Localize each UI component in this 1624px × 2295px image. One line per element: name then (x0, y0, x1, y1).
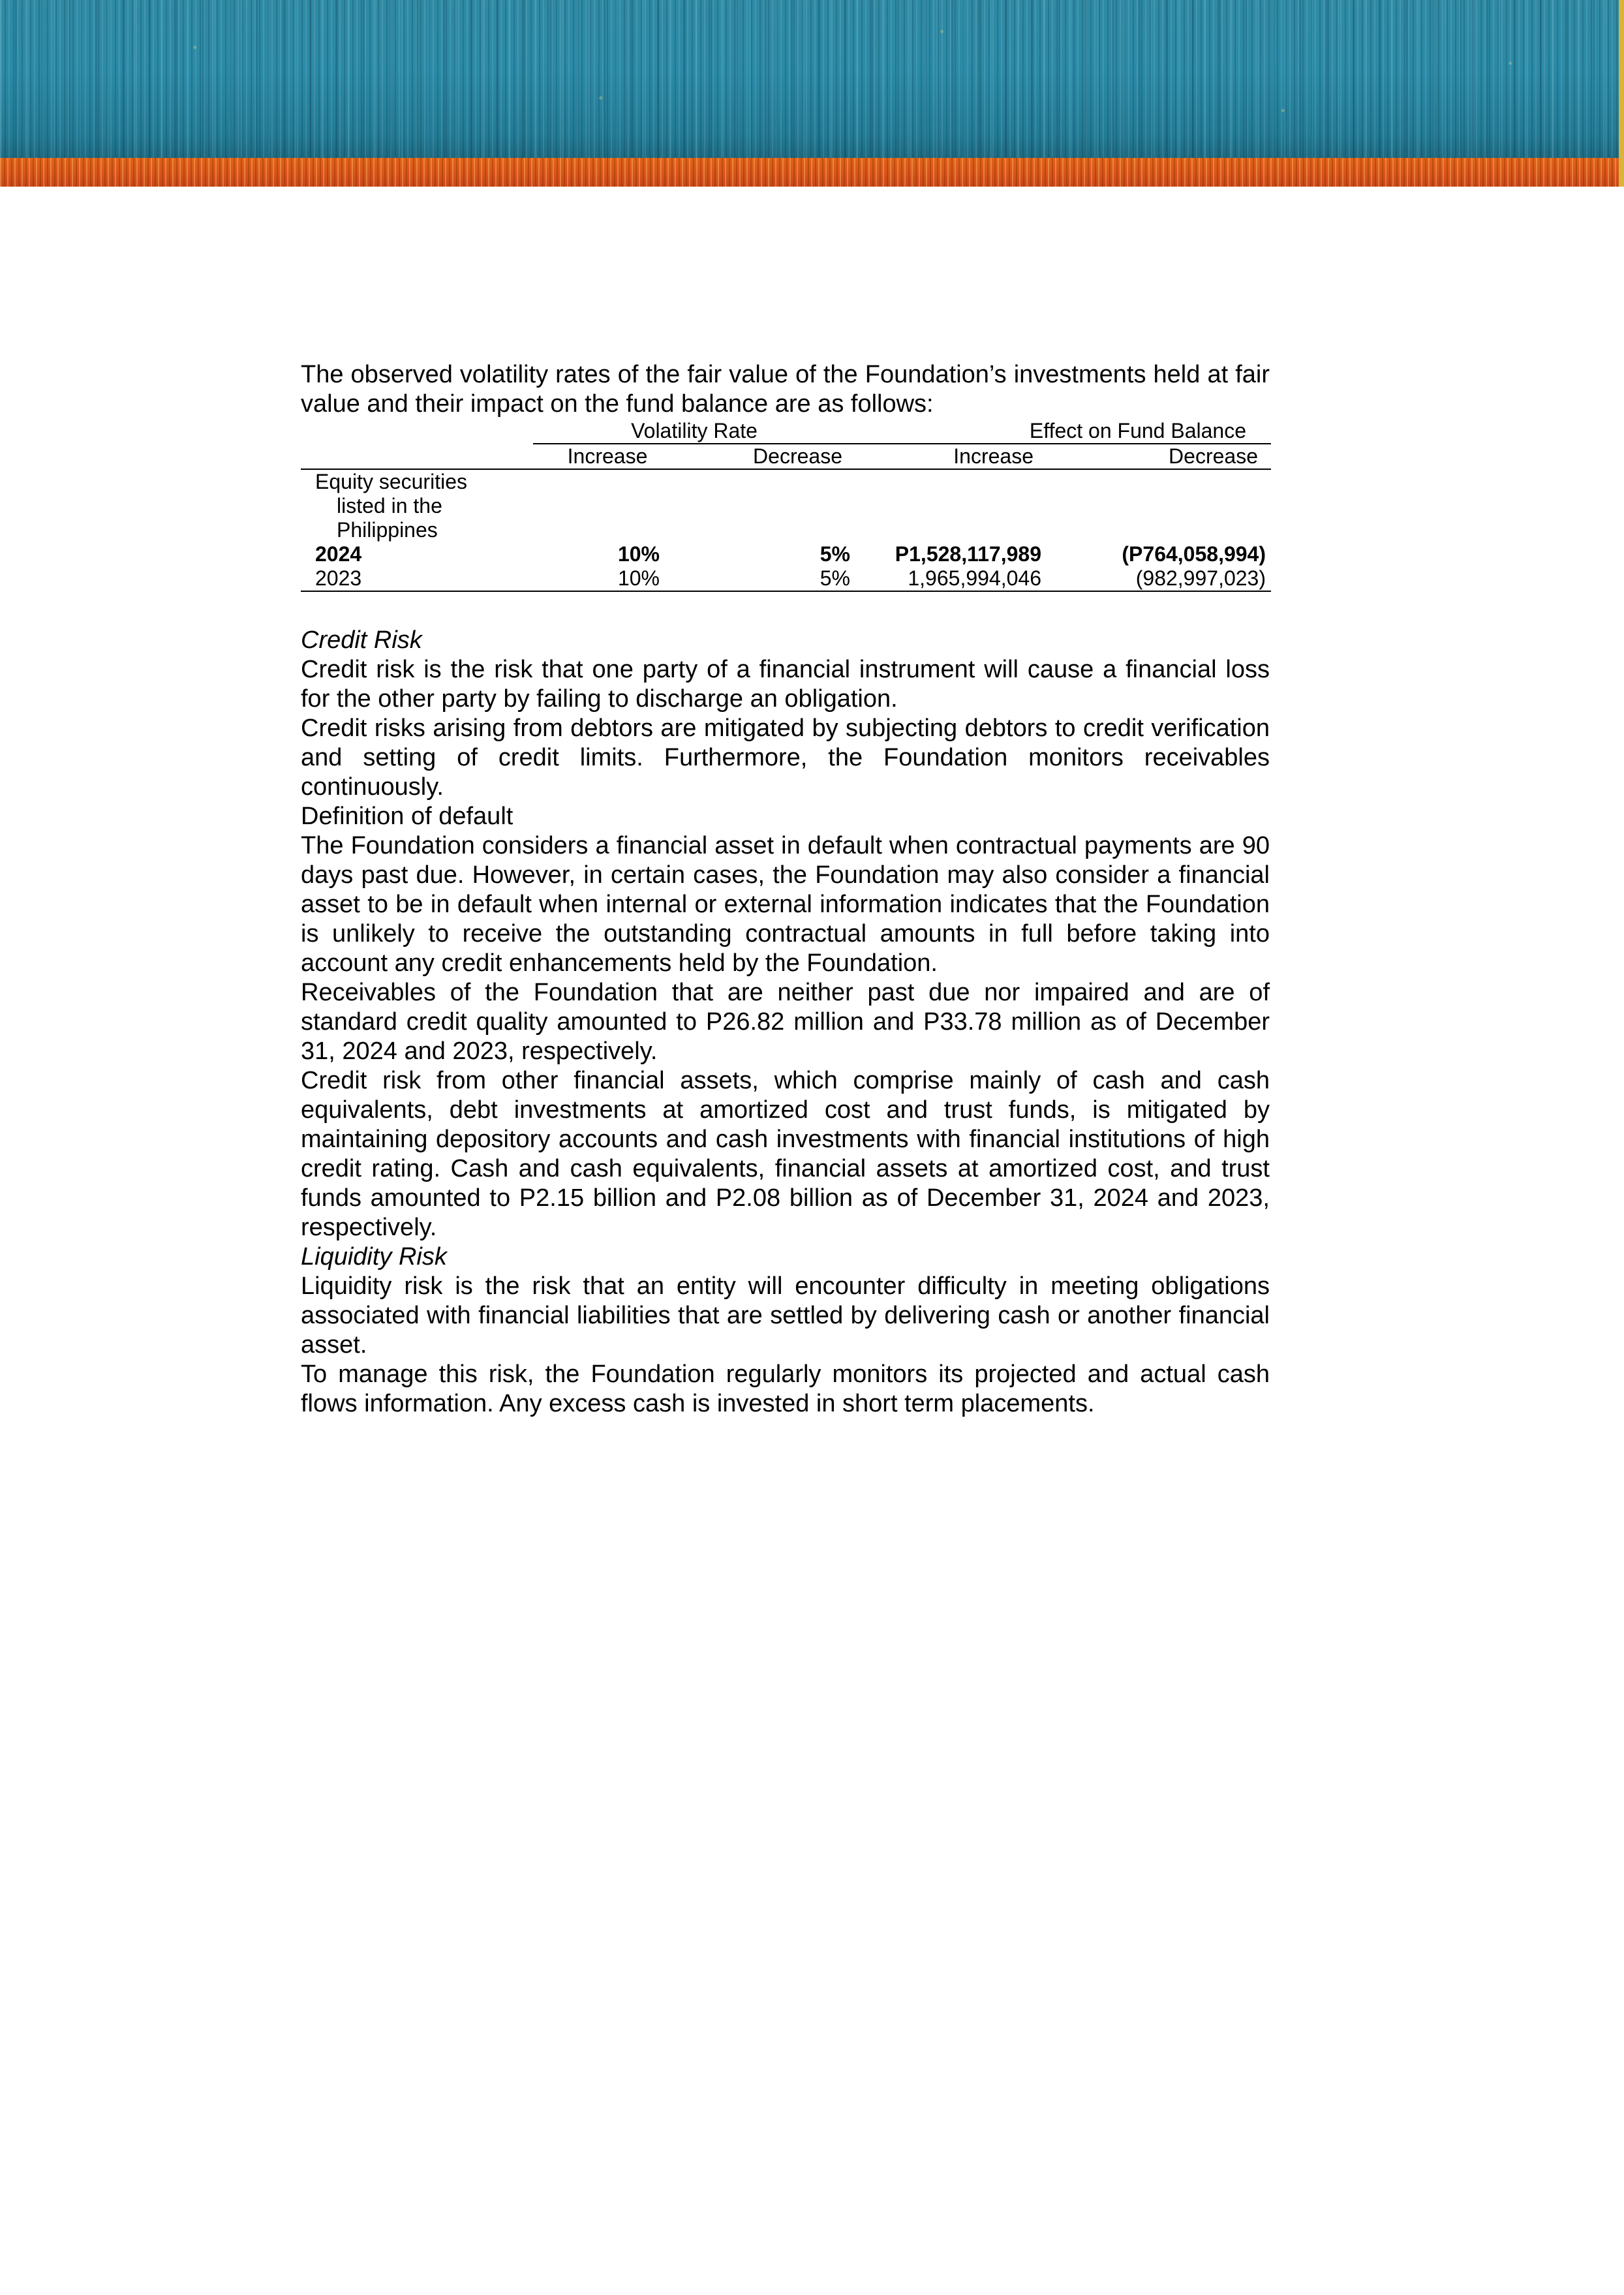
row-effect-increase: 1,965,994,046 (855, 566, 1047, 591)
table-group-header (301, 419, 1271, 444)
row-effect-decrease: (P764,058,994) (1122, 542, 1266, 566)
row-vol-decrease: 5% (682, 566, 855, 591)
col-effect-increase: Increase (855, 444, 1047, 469)
table-row-label (301, 469, 1271, 494)
receivables-paragraph: Receivables of the Foundation that are neither past due nor impaired and are of standard credit quality amounted to P26.82 million and P33.78 million as of December 31, 2024 and 2023, respectively. (301, 979, 1270, 1065)
col-effect-decrease: Decrease (1047, 444, 1271, 469)
banner-orange-band (0, 158, 1624, 187)
banner-teal-band (0, 0, 1624, 158)
table-row (301, 566, 1271, 591)
liquidity-risk-heading: Liquidity Risk (301, 1243, 447, 1271)
header-banner (0, 0, 1624, 187)
credit-risk-paragraph-2: Credit risks arising from debtors are mitigated by subjecting debtors to credit verification and setting of credit limits. Furthermore, the Foundation monitors receivables continuously. (301, 715, 1270, 801)
row-label-line3: Philippines (337, 518, 438, 542)
table-sub-header (301, 444, 1271, 469)
row-label-line1: Equity securities (315, 470, 467, 493)
row-vol-increase: 10% (533, 566, 682, 591)
banner-edge-strip (1619, 0, 1624, 187)
row-effect-increase: P1,528,117,989 (895, 542, 1041, 566)
row-vol-decrease: 5% (820, 542, 850, 566)
default-definition-paragraph: The Foundation considers a financial asset in default when contractual payments are 90 days past due. However, in certain cases, the Foundation may also consider a financial asset to be in default when internal or external information indicates that the Foundation is unlikely to receive the outstanding contractual amounts in full before taking into account any credit enhancements held by the Foundation. (301, 832, 1270, 977)
credit-risk-heading: Credit Risk (301, 626, 422, 654)
row-label-line2: listed in the (337, 494, 442, 517)
row-year: 2024 (315, 542, 362, 566)
row-vol-increase: 10% (617, 542, 660, 566)
table-row (301, 542, 1271, 566)
liquidity-risk-paragraph-1: Liquidity risk is the risk that an entity will encounter difficulty in meeting obligations associated with financial liabilities that are settled by delivering cash or another financial asset. (301, 1272, 1270, 1359)
volatility-table (301, 419, 1271, 592)
credit-risk-paragraph-1: Credit risk is the risk that one party of a financial instrument will cause a financial loss for the other party by failing to discharge an obligation. (301, 656, 1270, 713)
default-definition-heading: Definition of default (301, 803, 513, 830)
liquidity-risk-paragraph-2: To manage this risk, the Foundation regularly monitors its projected and actual cash flows information. Any excess cash is invested in short term placements. (301, 1361, 1270, 1417)
group-effect-fund-balance: Effect on Fund Balance (855, 419, 1271, 444)
other-financial-assets-paragraph: Credit risk from other financial assets, which comprise mainly of cash and cash equivalents, debt investments at amortized cost and trust funds, is mitigated by maintaining depository accounts and cash investments with financial institutions of high credit rating. Cash and cash equivalents, financial assets at amortized cost, and trust funds amounted to P2.15 billion and P2.08 billion as of December 31, 2024 and 2023, respectively. (301, 1067, 1270, 1241)
col-vol-decrease: Decrease (682, 444, 855, 469)
group-volatility-rate: Volatility Rate (533, 419, 855, 444)
col-vol-increase: Increase (533, 444, 682, 469)
document-body (301, 360, 1270, 1419)
row-effect-decrease: (982,997,023) (1047, 566, 1271, 591)
row-year: 2023 (301, 566, 533, 591)
intro-paragraph: The observed volatility rates of the fair value of the Foundation’s investments held at fair value and their impact on the fund balance are as follows: (301, 361, 1270, 418)
